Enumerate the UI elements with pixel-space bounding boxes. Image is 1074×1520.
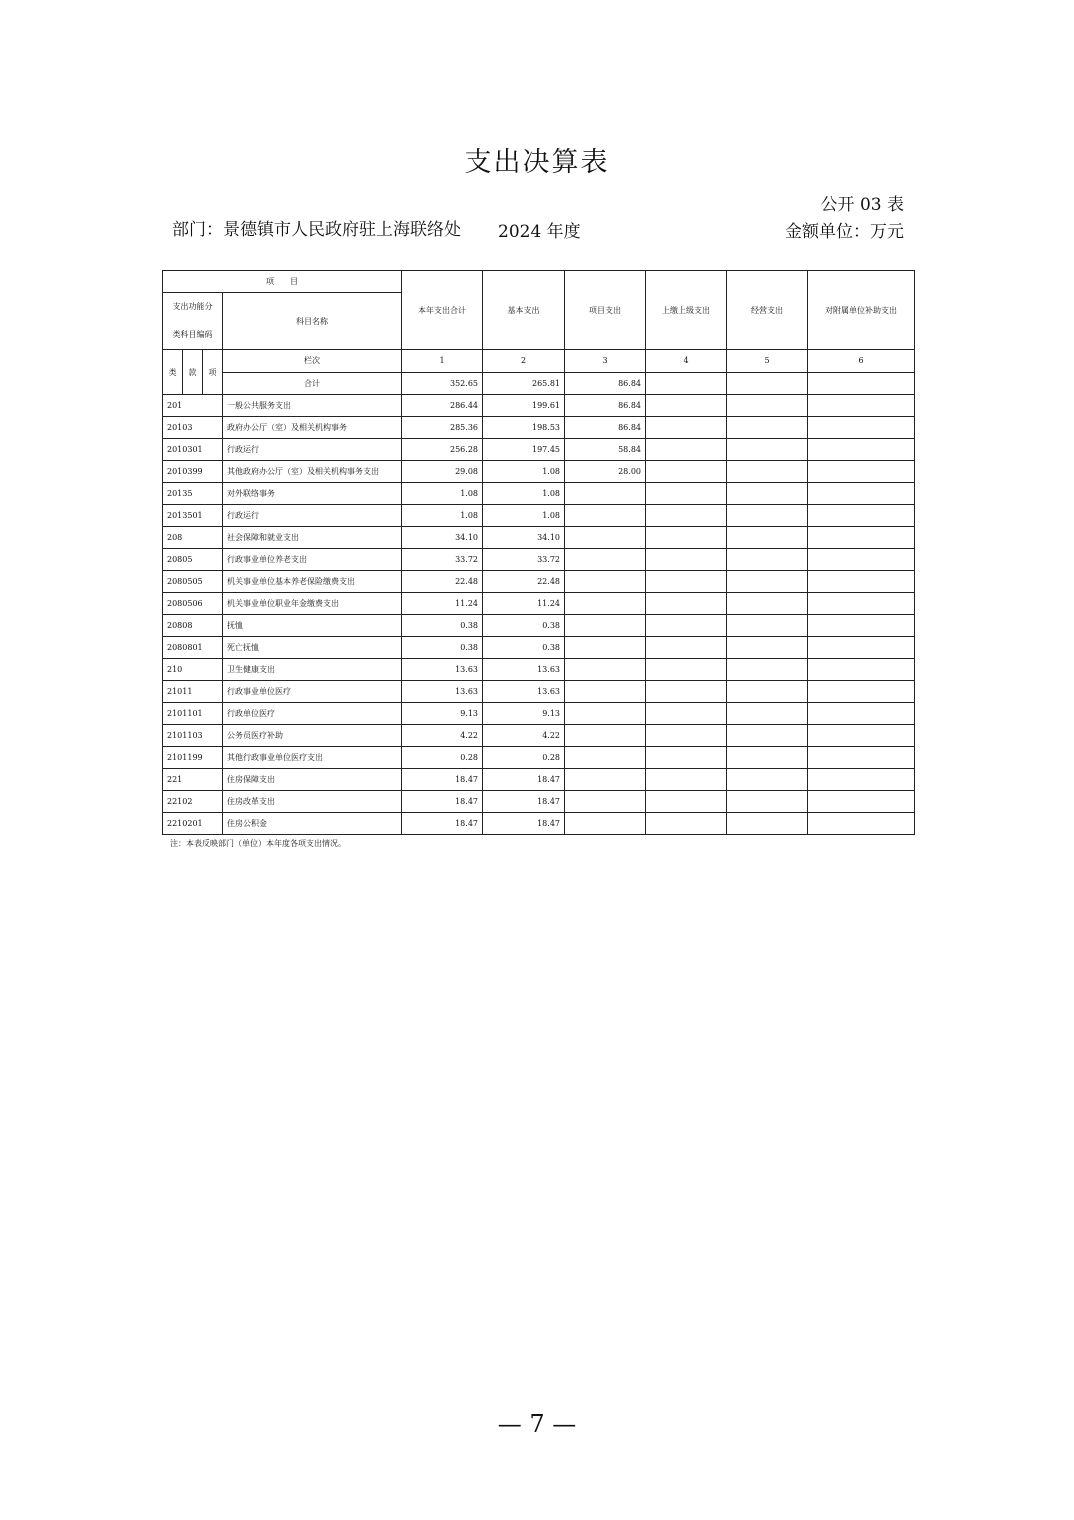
row-project [565,637,646,659]
header-xiang: 项 [208,367,217,377]
row-basic: 18.47 [483,769,565,791]
total-label: 合计 [223,372,402,395]
row-business [727,549,808,571]
row-basic: 4.22 [483,725,565,747]
row-code: 2101103 [163,725,223,747]
row-upper [646,659,727,681]
header-code-cell [163,293,223,350]
header-upper: 上缴上级支出 [646,271,727,350]
table-row [163,725,915,747]
row-code: 22102 [163,791,223,813]
row-subsidy [808,769,915,791]
row-project [565,483,646,505]
table-row [163,637,915,659]
row-project [565,549,646,571]
row-code: 2013501 [163,505,223,527]
total-row [163,372,915,395]
row-upper [646,571,727,593]
row-subsidy [808,791,915,813]
row-code: 2101199 [163,747,223,769]
row-upper [646,769,727,791]
row-total: 1.08 [402,483,483,505]
row-project: 58.84 [565,439,646,461]
row-project: 86.84 [565,395,646,417]
total-amount: 352.65 [402,372,483,395]
row-business [727,483,808,505]
row-total: 1.08 [402,505,483,527]
header-name: 科目名称 [223,293,402,350]
row-total: 4.22 [402,725,483,747]
table-row [163,395,915,417]
row-name: 住房公积金 [223,813,402,835]
row-total: 18.47 [402,813,483,835]
row-project: 28.00 [565,461,646,483]
row-basic: 22.48 [483,571,565,593]
row-basic: 199.61 [483,395,565,417]
row-code: 221 [163,769,223,791]
col-num-2: 2 [483,350,565,373]
table-row [163,615,915,637]
row-subsidy [808,549,915,571]
row-upper [646,395,727,417]
row-upper [646,637,727,659]
table-row [163,483,915,505]
row-project [565,725,646,747]
row-name: 机关事业单位职业年金缴费支出 [223,593,402,615]
row-upper [646,703,727,725]
table-row [163,527,915,549]
row-code: 2010301 [163,439,223,461]
row-subsidy [808,615,915,637]
row-upper [646,483,727,505]
row-total: 285.36 [402,417,483,439]
row-name: 卫生健康支出 [223,659,402,681]
row-code: 208 [163,527,223,549]
row-subsidy [808,461,915,483]
row-project [565,593,646,615]
row-name: 其他政府办公厅（室）及相关机构事务支出 [223,461,402,483]
row-subsidy [808,681,915,703]
table-row [163,505,915,527]
row-total: 13.63 [402,659,483,681]
row-business [727,769,808,791]
row-business [727,417,808,439]
row-subsidy [808,637,915,659]
row-total: 22.48 [402,571,483,593]
row-upper [646,791,727,813]
row-name: 社会保障和就业支出 [223,527,402,549]
row-basic: 33.72 [483,549,565,571]
row-project [565,791,646,813]
row-basic: 9.13 [483,703,565,725]
row-business [727,659,808,681]
table-row [163,659,915,681]
table-row [163,791,915,813]
row-name: 行政运行 [223,505,402,527]
row-code: 20808 [163,615,223,637]
row-subsidy [808,571,915,593]
row-upper [646,681,727,703]
row-project [565,571,646,593]
table-row [163,681,915,703]
col-num-5: 5 [727,350,808,373]
table-row [163,813,915,835]
row-project [565,527,646,549]
row-basic: 1.08 [483,505,565,527]
row-code: 201 [163,395,223,417]
table-row [163,703,915,725]
table-row [163,549,915,571]
col-num-3: 3 [565,350,646,373]
row-subsidy [808,813,915,835]
row-basic: 11.24 [483,593,565,615]
row-upper [646,615,727,637]
row-name: 行政事业单位养老支出 [223,549,402,571]
row-project [565,703,646,725]
row-business [727,461,808,483]
row-business [727,505,808,527]
row-subsidy [808,725,915,747]
table-row [163,439,915,461]
row-business [727,571,808,593]
row-name: 公务员医疗补助 [223,725,402,747]
row-basic: 34.10 [483,527,565,549]
row-business [727,637,808,659]
row-code: 2080505 [163,571,223,593]
department-label: 部门：景德镇市人民政府驻上海联络处 [172,220,461,240]
row-basic: 197.45 [483,439,565,461]
header-project-exp: 项目支出 [565,271,646,350]
row-business [727,703,808,725]
row-code: 2210201 [163,813,223,835]
header-basic: 基本支出 [483,271,565,350]
row-subsidy [808,483,915,505]
row-project [565,615,646,637]
row-upper [646,439,727,461]
header-business: 经营支出 [727,271,808,350]
row-business [727,747,808,769]
row-subsidy [808,417,915,439]
header-row-columns [163,350,915,373]
row-total: 9.13 [402,703,483,725]
row-subsidy [808,659,915,681]
row-business [727,725,808,747]
row-name: 行政事业单位医疗 [223,681,402,703]
row-upper [646,417,727,439]
row-code: 2101101 [163,703,223,725]
row-basic: 0.28 [483,747,565,769]
row-basic: 18.47 [483,791,565,813]
row-upper [646,461,727,483]
row-basic: 13.63 [483,659,565,681]
header-total: 本年支出合计 [402,271,483,350]
row-upper [646,505,727,527]
row-total: 0.38 [402,637,483,659]
row-name: 一般公共服务支出 [223,395,402,417]
table-note: 注：本表反映部门（单位）本年度各项支出情况。 [170,839,346,848]
row-total: 11.24 [402,593,483,615]
page-title: 支出决算表 [464,147,610,178]
row-business [727,527,808,549]
row-name: 住房改革支出 [223,791,402,813]
row-total: 34.10 [402,527,483,549]
row-upper [646,549,727,571]
row-name: 住房保障支出 [223,769,402,791]
row-project [565,681,646,703]
row-basic: 1.08 [483,461,565,483]
table-row [163,461,915,483]
header-subsidy: 对附属单位补助支出 [808,271,915,350]
row-name: 机关事业单位基本养老保险缴费支出 [223,571,402,593]
row-code: 20805 [163,549,223,571]
row-name: 行政单位医疗 [223,703,402,725]
header-code-label-2: 类科目编码 [172,330,213,339]
row-code: 2080801 [163,637,223,659]
row-business [727,395,808,417]
row-total: 29.08 [402,461,483,483]
row-basic: 18.47 [483,813,565,835]
row-upper [646,593,727,615]
row-subsidy [808,747,915,769]
fiscal-year: 2024 年度 [498,222,581,242]
table-row [163,417,915,439]
row-name: 行政运行 [223,439,402,461]
row-project [565,747,646,769]
row-business [727,593,808,615]
row-code: 2010399 [163,461,223,483]
row-subsidy [808,593,915,615]
row-upper [646,725,727,747]
row-total: 18.47 [402,791,483,813]
row-business [727,681,808,703]
header-code-label-1: 支出功能分 [172,302,213,311]
expenditure-table [162,270,915,835]
table-row [163,769,915,791]
row-code: 21011 [163,681,223,703]
row-business [727,615,808,637]
row-code: 210 [163,659,223,681]
total-upper [646,372,727,395]
row-total: 18.47 [402,769,483,791]
amount-unit: 金额单位：万元 [785,222,904,242]
row-basic: 13.63 [483,681,565,703]
row-business [727,439,808,461]
row-business [727,813,808,835]
row-total: 286.44 [402,395,483,417]
row-total: 0.28 [402,747,483,769]
row-project [565,659,646,681]
col-num-1: 1 [402,350,483,373]
row-basic: 0.38 [483,615,565,637]
row-total: 256.28 [402,439,483,461]
table-row [163,571,915,593]
row-name: 抚恤 [223,615,402,637]
row-basic: 198.53 [483,417,565,439]
row-name: 其他行政事业单位医疗支出 [223,747,402,769]
row-code: 2080506 [163,593,223,615]
header-lanci: 栏次 [223,350,402,373]
row-upper [646,747,727,769]
total-project: 86.84 [565,372,646,395]
row-code: 20103 [163,417,223,439]
row-code: 20135 [163,483,223,505]
row-name: 死亡抚恤 [223,637,402,659]
header-row-project [163,271,915,293]
row-project [565,505,646,527]
row-basic: 0.38 [483,637,565,659]
table-row [163,593,915,615]
row-name: 对外联络事务 [223,483,402,505]
row-project [565,813,646,835]
total-subsidy [808,372,915,395]
col-num-6: 6 [808,350,915,373]
row-subsidy [808,527,915,549]
row-project: 86.84 [565,417,646,439]
total-basic: 265.81 [483,372,565,395]
row-basic: 1.08 [483,483,565,505]
row-business [727,791,808,813]
row-subsidy [808,439,915,461]
row-upper [646,813,727,835]
row-subsidy [808,703,915,725]
row-subsidy [808,395,915,417]
header-lkx-cell [163,350,223,395]
header-kuan: 款 [183,350,203,394]
row-total: 0.38 [402,615,483,637]
row-subsidy [808,505,915,527]
header-project: 项 目 [163,271,402,293]
row-name: 政府办公厅（室）及相关机构事务 [223,417,402,439]
col-num-4: 4 [646,350,727,373]
table-row [163,747,915,769]
row-project [565,769,646,791]
total-business [727,372,808,395]
row-upper [646,527,727,549]
header-lei: 类 [163,350,183,394]
row-total: 33.72 [402,549,483,571]
form-number: 公开 03 表 [820,195,904,215]
page-number: — 7 — [497,1410,577,1438]
row-total: 13.63 [402,681,483,703]
